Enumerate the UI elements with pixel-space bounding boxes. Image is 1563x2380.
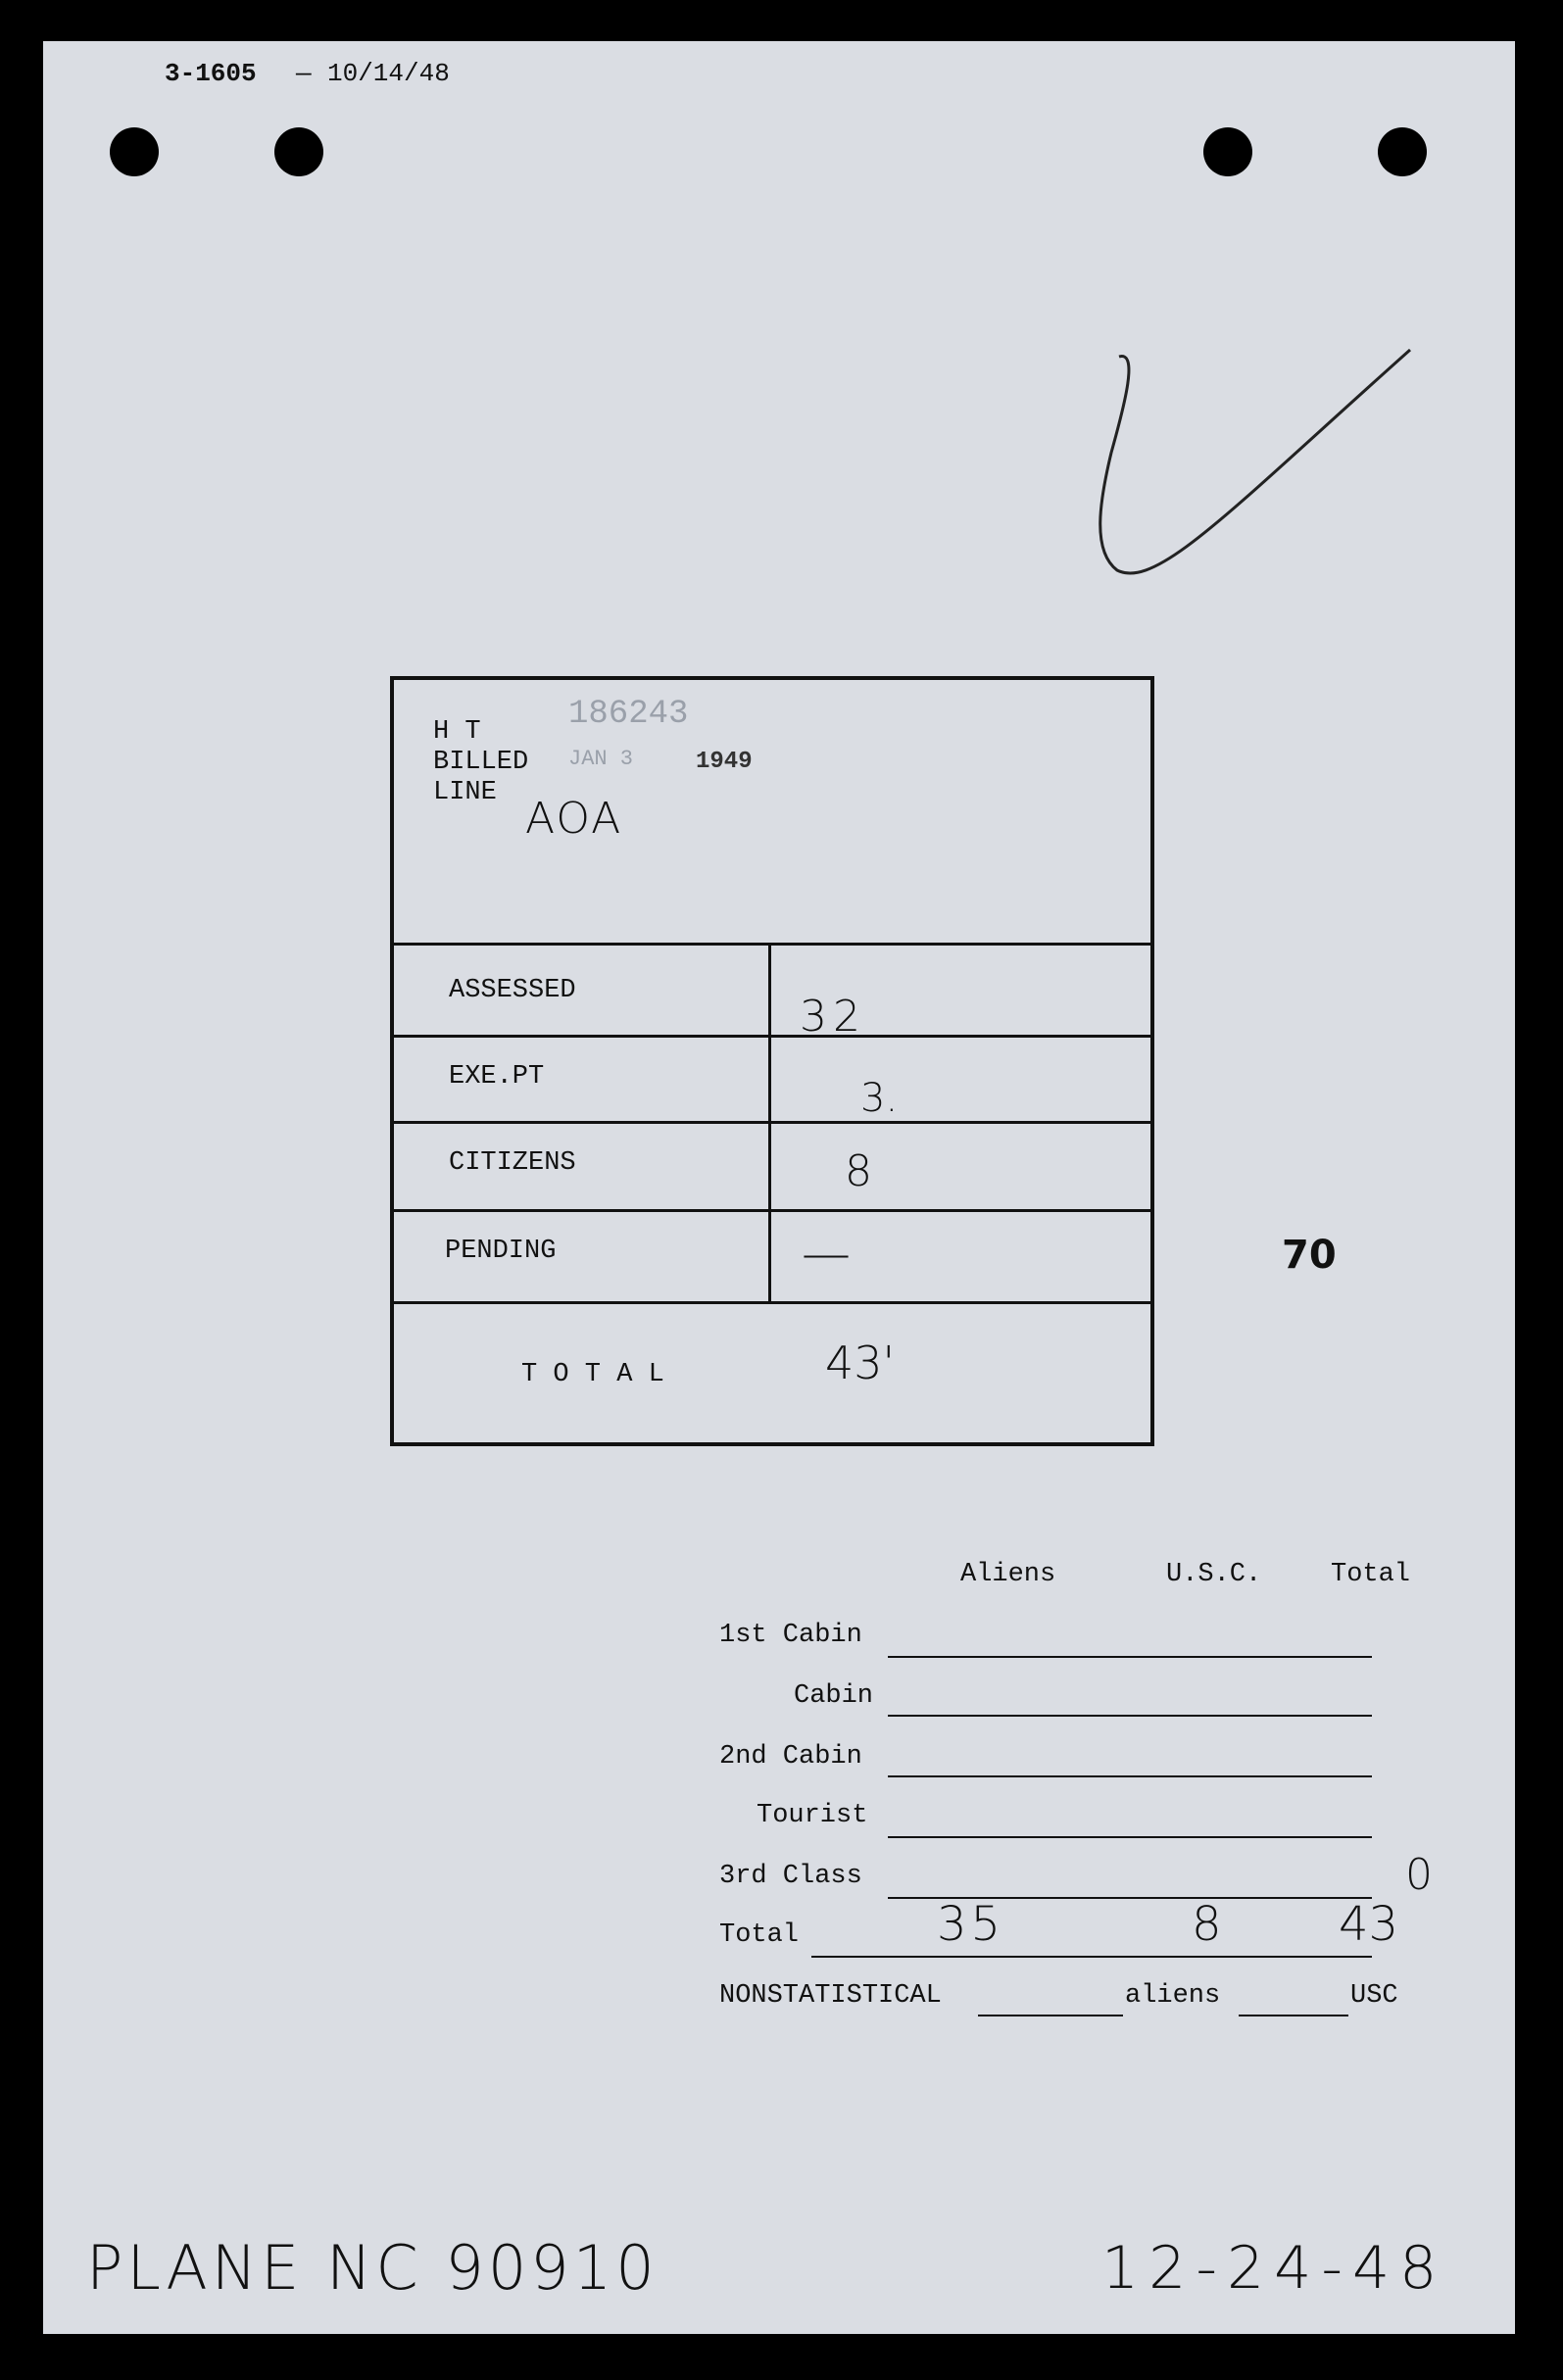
col-header-usc: U.S.C. bbox=[1166, 1560, 1262, 1589]
nonstat-label: NONSTATISTICAL bbox=[719, 1981, 942, 2011]
third-class-mark: 0 bbox=[1405, 1850, 1433, 1900]
col-header-total: Total bbox=[1331, 1560, 1411, 1589]
row-value-exempt: 3. bbox=[860, 1076, 899, 1121]
billed-stamp-box bbox=[390, 676, 1154, 1446]
punch-hole-1 bbox=[110, 127, 159, 176]
total-value: 43' bbox=[825, 1336, 896, 1389]
col-header-aliens: Aliens bbox=[960, 1560, 1056, 1589]
row-label-assessed: ASSESSED bbox=[449, 976, 576, 1005]
punch-hole-3 bbox=[1203, 127, 1252, 176]
row-value-pending: — bbox=[802, 1225, 851, 1282]
form-date: 10/14/48 bbox=[327, 59, 450, 88]
form-number: 3-1605 bbox=[165, 59, 257, 88]
row-2nd-cabin: 2nd Cabin bbox=[719, 1742, 862, 1772]
label-billed: BILLED bbox=[433, 748, 529, 777]
header-dash: — bbox=[296, 59, 312, 88]
label-ht: H T bbox=[433, 717, 481, 747]
line-handwritten: AOA bbox=[525, 794, 623, 844]
row-label-citizens: CITIZENS bbox=[449, 1148, 576, 1178]
total-total: 43 bbox=[1339, 1897, 1399, 1952]
stamp-date-month: JAN 3 bbox=[568, 747, 634, 771]
aliens-label: aliens bbox=[1125, 1981, 1221, 2011]
row-total: Total bbox=[719, 1920, 800, 1950]
label-line: LINE bbox=[433, 778, 497, 807]
total-usc: 8 bbox=[1192, 1897, 1222, 1952]
punch-hole-2 bbox=[274, 127, 323, 176]
stamp-number: 186243 bbox=[568, 696, 689, 733]
stamp-date-year: 1949 bbox=[696, 749, 753, 775]
footer-date: 12-24-48 bbox=[1101, 2234, 1447, 2303]
check-mark-icon bbox=[1062, 306, 1454, 600]
row-3rd-class: 3rd Class bbox=[719, 1862, 862, 1891]
row-value-assessed: 32 bbox=[800, 992, 866, 1042]
row-label-exempt: EXE.PT bbox=[449, 1062, 545, 1092]
row-value-citizens: 8 bbox=[845, 1146, 872, 1196]
side-note: 70 bbox=[1282, 1233, 1337, 1278]
document-page bbox=[43, 41, 1515, 2334]
row-1st-cabin: 1st Cabin bbox=[719, 1621, 862, 1650]
row-cabin: Cabin bbox=[794, 1681, 874, 1711]
usc-label: USC bbox=[1350, 1981, 1398, 2011]
row-label-pending: PENDING bbox=[445, 1237, 557, 1266]
punch-hole-4 bbox=[1378, 127, 1427, 176]
plane-note: PLANE NC 90910 bbox=[86, 2232, 659, 2304]
total-label: T O T A L bbox=[521, 1360, 664, 1389]
row-tourist: Tourist bbox=[757, 1801, 868, 1830]
total-aliens: 35 bbox=[937, 1897, 1005, 1952]
